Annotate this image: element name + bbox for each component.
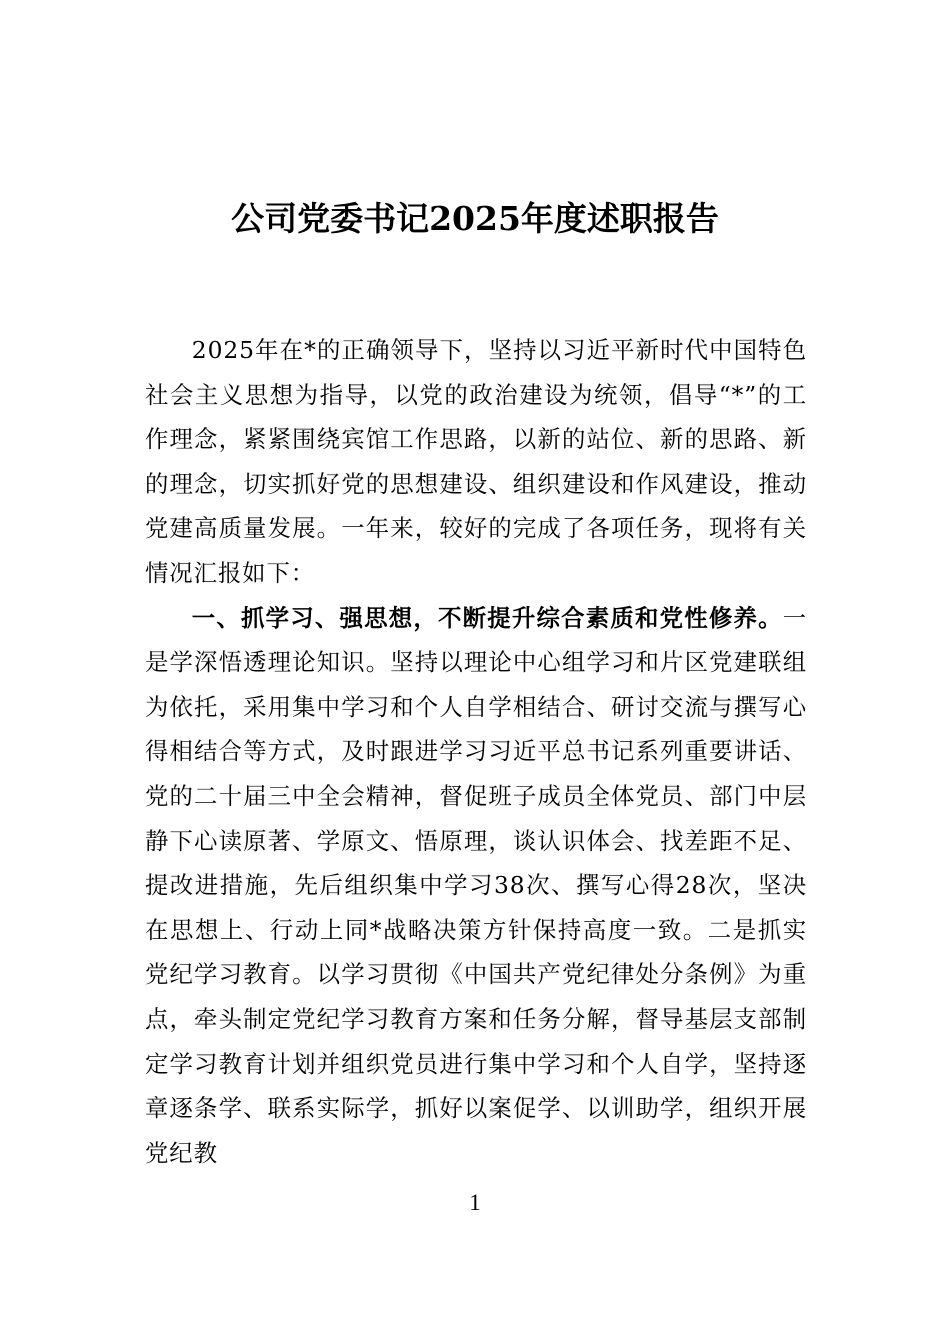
- document-body: [145, 328, 807, 1175]
- intro-paragraph: 2025年在*的正确领导下，坚持以习近平新时代中国特色社会主义思想为指导，以党的政治建设为统领，倡导“*”的工作理念，紧紧围绕宾馆工作思路，以新的站位、新的思路、新的理念，切实抓好党的思想建设、组织建设和作风建设，推动党建高质量发展。一年来，较好的完成了各项任务，现将有关情况汇报如下：: [145, 336, 807, 587]
- page-number: 1: [469, 1190, 481, 1215]
- section-1-body: 一是学深悟透理论知识。坚持以理论中心组学习和片区党建联组为依托，采用集中学习和个人自学相结合、研讨交流与撰写心得相结合等方式，及时跟进学习习近平总书记系列重要讲话、党的二十届三中全会精神，督促班子成员全体党员、部门中层静下心读原著、学原文、悟原理，谈认识体会、找差距不足、提改进措施，先后组织集中学习38次、撰写心得28次，坚决在思想上、行动上同*战略决策方针保持高度一致。二是抓实党纪学习教育。以学习贯彻《中国共产党纪律处分条例》为重点，牵头制定党纪学习教育方案和任务分解，督导基层支部制定学习教育计划并组织党员进行集中学习和个人自学，坚持逐章逐条学、联系实际学，抓好以案促学、以训助学，组织开展党纪教: [145, 603, 807, 1167]
- section-1-heading: 一、抓学习、强思想，不断提升综合素质和党性修养。: [191, 603, 783, 632]
- section-1-paragraph: [145, 596, 807, 1176]
- document-title: 公司党委书记2025年度述职报告: [231, 199, 719, 238]
